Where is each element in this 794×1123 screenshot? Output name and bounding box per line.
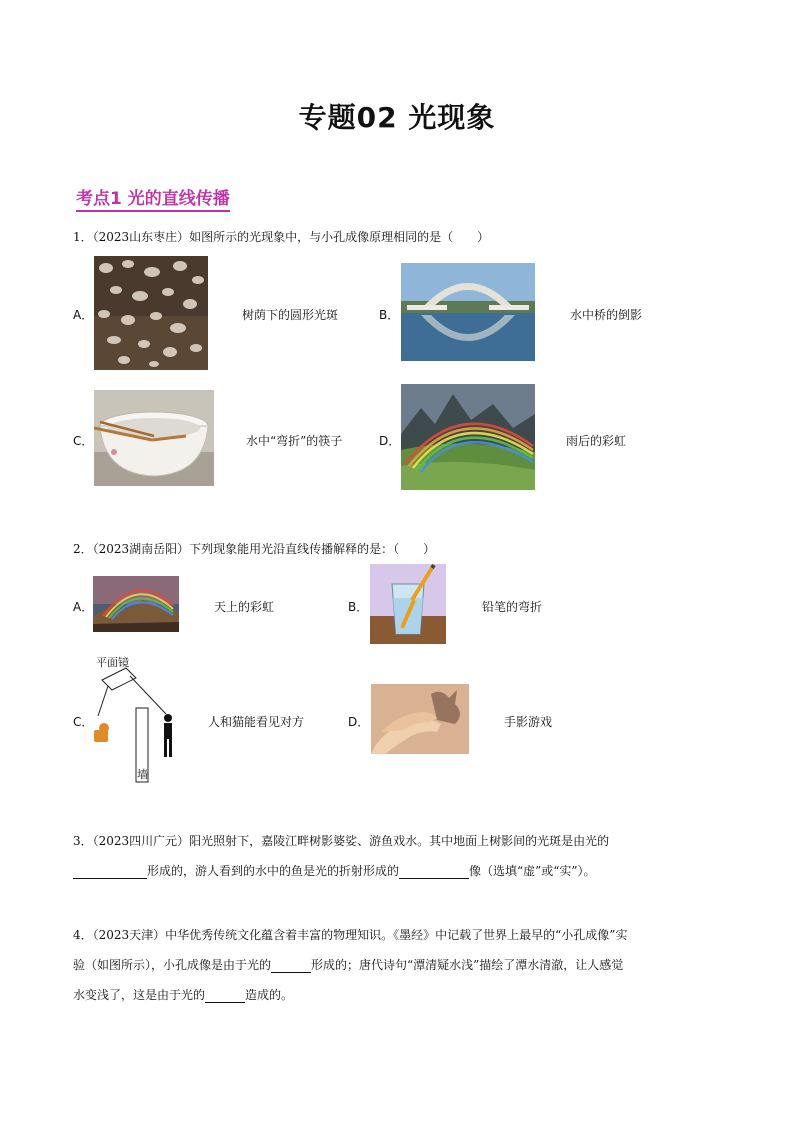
mirror-label: 平面镜 [96,656,129,669]
section-heading: 考点1 光的直线传播 [76,184,230,212]
question-2-stem: 2．（2023湖南岳阳）下列现象能用光沿直线传播解释的是：（ ） [73,542,436,556]
q2-option-b-image [370,564,446,644]
q2-option-b-caption: 铅笔的弯折 [482,600,543,614]
q1-option-c-image [94,390,214,486]
wall-label: 墙 [137,768,148,781]
question-3-line-1: 3．（2023四川广元）阳光照射下，嘉陵江畔树影婆娑、游鱼戏水。其中地面上树影间的光斑是由光的 [73,834,610,848]
q1-option-d-image [401,384,535,490]
question-4-line-1: 4．（2023天津）中华优秀传统文化蕴含着丰富的物理知识。《墨经》中记载了世界上最早的“小孔成像”实 [73,928,628,942]
q1-option-c-letter: C． [73,434,94,448]
q2-option-d-letter: D． [348,715,370,729]
q1-option-a-letter: A． [73,308,94,322]
q1-option-b-image [401,263,535,361]
q1-option-a-caption: 树荫下的圆形光斑 [242,308,339,322]
q1-option-b-letter: B． [379,308,400,322]
question-3-line-2: 形成的，游人看到的水中的鱼是光的折射形成的 像（选填“虚”或“实”）。 [73,862,596,879]
question-1-stem: 1．（2023山东枣庄）如图所示的光现象中，与小孔成像原理相同的是（ ） [73,230,490,244]
q1-option-c-caption: 水中“弯折”的筷子 [246,434,343,448]
q2-option-a-caption: 天上的彩虹 [214,600,275,614]
q4-blank-2[interactable] [205,988,245,1003]
q1-option-d-letter: D． [379,434,401,448]
q1-option-b-caption: 水中桥的倒影 [570,308,643,322]
q1-option-a-image [94,256,208,370]
q2-option-c-diagram [88,654,188,784]
q1-option-d-caption: 雨后的彩虹 [566,434,627,448]
q2-option-a-letter: A． [73,600,94,614]
q2-option-b-letter: B． [348,600,369,614]
q2-option-a-image [93,576,179,632]
q4-blank-1[interactable] [271,958,311,973]
q3-blank-1[interactable] [73,864,147,879]
q3-blank-2[interactable] [399,864,469,879]
question-4-line-2: 验（如图所示），小孔成像是由于光的 形成的；唐代诗句“潭清疑水浅”描绘了潭水清澈，让人感觉 [73,958,624,972]
q2-option-d-caption: 手影游戏 [504,715,553,729]
question-4-line-3: 水变浅了，这是由于光的 造成的。 [73,988,294,1002]
q2-option-d-image [371,684,469,754]
q2-option-c-letter: C． [73,715,94,729]
page-title: 专题02 光现象 [298,101,496,134]
q2-option-c-caption: 人和猫能看见对方 [208,715,305,729]
